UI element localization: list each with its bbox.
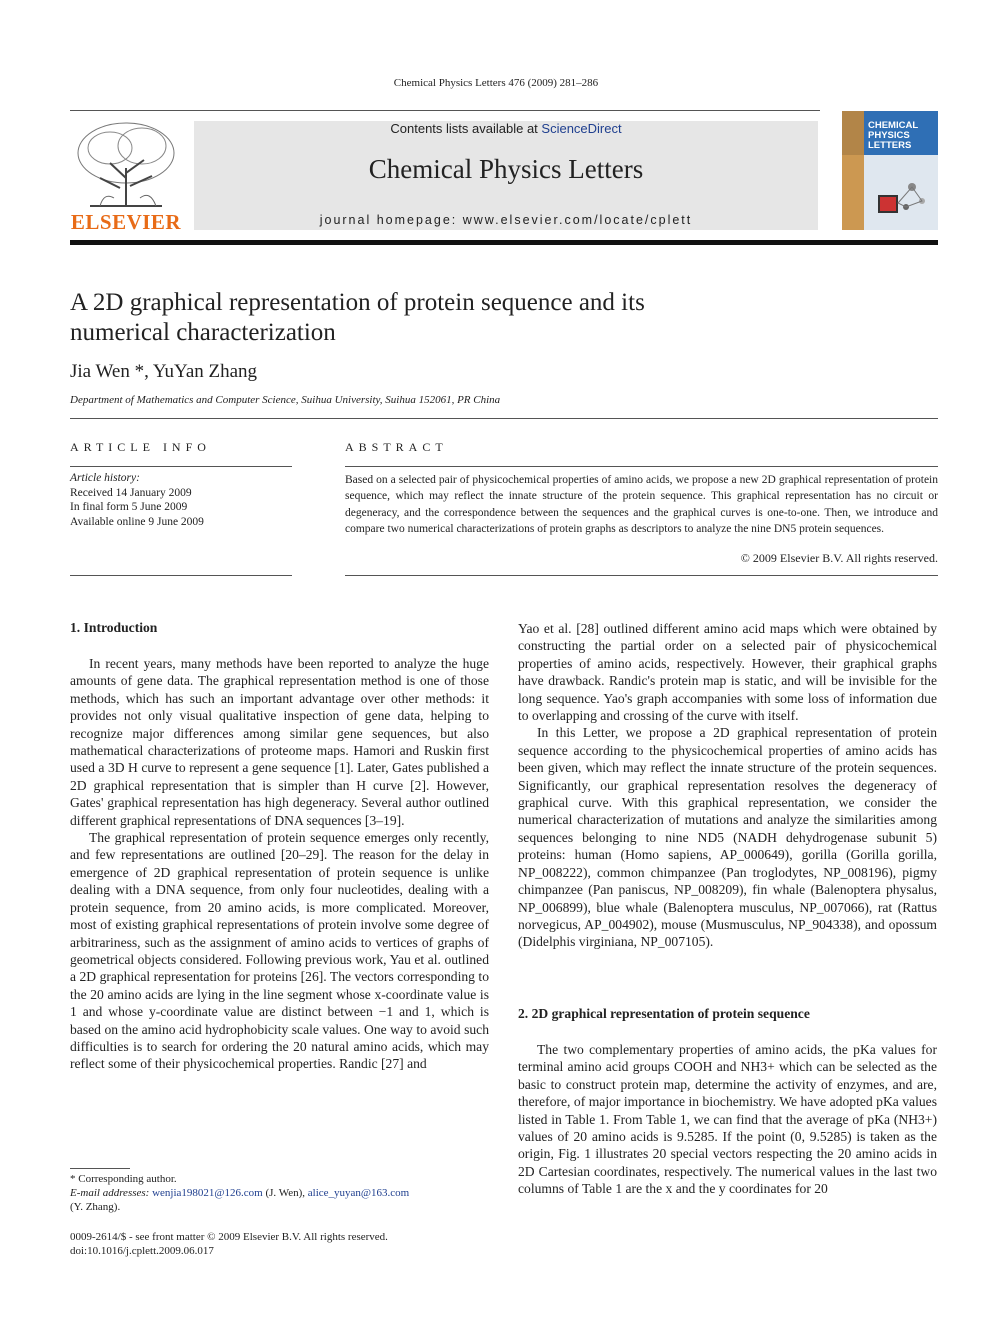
intro-paragraph-3: Yao et al. [28] outlined different amino acid maps which were obtained by constructing the partial order on a selected pair of physicochemical properties of amino acids, respectively. However, their graphical graphs have drawback. Randic's protein map is static, and will be invisible for the long sequence. Yao's graph accompanies with some loss of information due to overlapping and crossing of the curve with itself. bbox=[518, 621, 937, 724]
copyright: © 2009 Elsevier B.V. All rights reserved. bbox=[740, 551, 938, 565]
abstract-rule bbox=[345, 466, 938, 467]
cover-side-stripe bbox=[842, 111, 864, 230]
journal-name: Chemical Physics Letters bbox=[368, 154, 644, 184]
section-heading-2d-representation: 2. 2D graphical representation of protein sequence bbox=[518, 1006, 810, 1021]
running-head: Chemical Physics Letters 476 (2009) 281–286 bbox=[393, 77, 599, 89]
footnote-rule bbox=[70, 1168, 130, 1169]
email-owner-2: (Y. Zhang). bbox=[70, 1201, 121, 1213]
intro-paragraph-2: The graphical representation of protein sequence emerges only recently, and few representations are outlined [20–29]. The reason for the delay in emergence of 2D graphical representation of protein sequence is unlike dealing with a DNA sequence, from only four nucleotides, dealing with a protein sequence, from 20 amino acids, is more complicated. Moreover, most of existing graphical representations of protein involve some degree of arbitrariness, such as the assignment of amino acids to vertices of graphs of geometrical objects considered. Following previous work, Yau et al. outlined a 2D graphical representation for proteins [26]. The vectors corresponding to the 20 amino acids are lying in the line segment whose x-coordinate value is 1 and whose y-coordinate value are distinct between −1 and 1, which is based on the amino acid hydrophobicity scale values. One way to avoid such difficulties is to search for ordering the 20 natural amino acids, which may reflect some of their physicochemical properties. Randic [27] and bbox=[70, 830, 489, 1072]
cover-title: CHEMICAL PHYSICS LETTERS bbox=[868, 120, 918, 151]
article-title: A 2D graphical representation of protein sequence and its numerical characterization bbox=[70, 289, 645, 346]
online-date: Available online 9 June 2009 bbox=[70, 515, 204, 528]
abstract-text: Based on a selected pair of physicochemical properties of amino acids, we propose a new 2D graphical representation of protein sequence, which may reflect the innate structure of the protein sequence. This graphical representation has no circuit or degeneracy, and the correspondence between the sequences and the graphical curves is one-to-one. Then, we introduce and compare two numerical characterizations of protein graphs as descriptors to analyze the nine DN5 protein sequences. bbox=[345, 474, 938, 535]
section2-body bbox=[518, 1041, 937, 1198]
left-column-body bbox=[70, 655, 489, 1073]
issn-line: 0009-2614/$ - see front matter © 2009 Elsevier B.V. All rights reserved. bbox=[70, 1231, 388, 1243]
journal-cover bbox=[842, 111, 938, 230]
tree-icon bbox=[70, 118, 182, 213]
top-rule bbox=[70, 110, 820, 111]
abstract-heading: ABSTRACT bbox=[345, 440, 448, 454]
abstract-bottom-rule bbox=[345, 575, 938, 576]
email-label: E-mail addresses: bbox=[70, 1187, 150, 1199]
contents-line bbox=[194, 121, 818, 136]
intro-paragraph-1: In recent years, many methods have been reported to analyze the huge amounts of gene data. The graphical representation method is one of those methods, which has such an important advantage over other methods: it provides not only visual qualitative inspection of gene data, helping to recognize major differences among similar gene sequences, but also mathematical characterizations of proteome maps. Hamori and Ruskin first used a 3D H curve to represent a gene sequence [1]. Later, Gates published a 2D graphical representation that is simpler than H curve [2]. However, Gates' graphical representation has high degeneracy. Several author outlined different graphical representations of DNA sequences [3–19]. bbox=[70, 656, 489, 828]
article-info-rule bbox=[70, 466, 292, 467]
doi-line[interactable]: doi:10.1016/j.cplett.2009.06.017 bbox=[70, 1245, 214, 1257]
email-link-2[interactable]: alice_yuyan@163.com bbox=[307, 1187, 410, 1199]
journal-homepage[interactable]: journal homepage: www.elsevier.com/locate/cplett bbox=[319, 213, 693, 227]
email-line bbox=[70, 1186, 489, 1200]
sciencedirect-link[interactable]: ScienceDirect bbox=[541, 121, 622, 136]
final-form-date: In final form 5 June 2009 bbox=[70, 501, 188, 513]
email-owner-1: (J. Wen), bbox=[265, 1187, 306, 1199]
email-link-1[interactable]: wenjia198021@126.com bbox=[152, 1187, 263, 1199]
corresponding-author-note: * Corresponding author. bbox=[70, 1173, 177, 1185]
received-date: Received 14 January 2009 bbox=[70, 486, 192, 499]
article-info-bottom-rule bbox=[70, 575, 292, 576]
affiliation: Department of Mathematics and Computer Science, Suihua University, Suihua 152061, PR China bbox=[70, 394, 501, 406]
header-thick-rule bbox=[70, 240, 938, 245]
contents-prefix: Contents lists available at bbox=[390, 121, 542, 136]
section2-paragraph-1: The two complementary properties of amino acids, the pKa values for terminal amino acid groups COOH and NH3+ which can be selected as the basic to construct protein map, determine the activity of enzymes, and are, therefore, of major importance in biochemistry. We have adopted pKa values listed in Table 1. From Table 1, we can find that the average of pKa (NH3+) values of 20 amino acids is 9.5285. If the point (0, 9.5285) is taken as the origin, Fig. 1 illustrates 20 special vectors respecting the 20 amino acids in 2D Cartesian coordinates, respectively. The numerical values in the last two columns of Table 1 are the x and the y coordinates for 20 bbox=[518, 1042, 937, 1197]
affiliation-rule bbox=[70, 418, 938, 419]
molecule-icon bbox=[872, 173, 932, 225]
history-label: Article history: bbox=[70, 472, 140, 484]
right-column-body bbox=[518, 620, 937, 951]
article-history bbox=[70, 471, 204, 529]
section-heading-introduction: 1. Introduction bbox=[70, 620, 158, 635]
intro-paragraph-4: In this Letter, we propose a 2D graphical representation of protein sequence according to the physicochemical properties of amino acids has been given, which may reflect the innate structure of the protein sequences. Significantly, our graphical representation resolves the degeneracy of graphical curve. With this graphical representation, we consider the numerical characterization of mutations and analyze the similarities among sequences belonging to nine ND5 (NADH dehydrogenase subunit 5) proteins: human (Homo sapiens, AP_000649), gorilla (Gorilla gorilla, NP_008222), common chimpanzee (Pan troglodytes, NP_008196), pigmy chimpanzee (Pan paniscus, NP_008209), fin whale (Balenoptera physalus, NP_006899), blue whale (Balenoptera musculus, NP_007066), rat (Rattus norvegicus, AP_004902), mouse (Musmusculus, NP_904338), and opossum (Didelphis virginiana, NP_007105). bbox=[518, 725, 937, 950]
authors: Jia Wen *, YuYan Zhang bbox=[70, 361, 258, 382]
elsevier-wordmark: ELSEVIER bbox=[70, 210, 182, 234]
footnote bbox=[70, 1172, 489, 1214]
article-info-heading: ARTICLE INFO bbox=[70, 440, 211, 454]
page-footer bbox=[70, 1230, 388, 1258]
